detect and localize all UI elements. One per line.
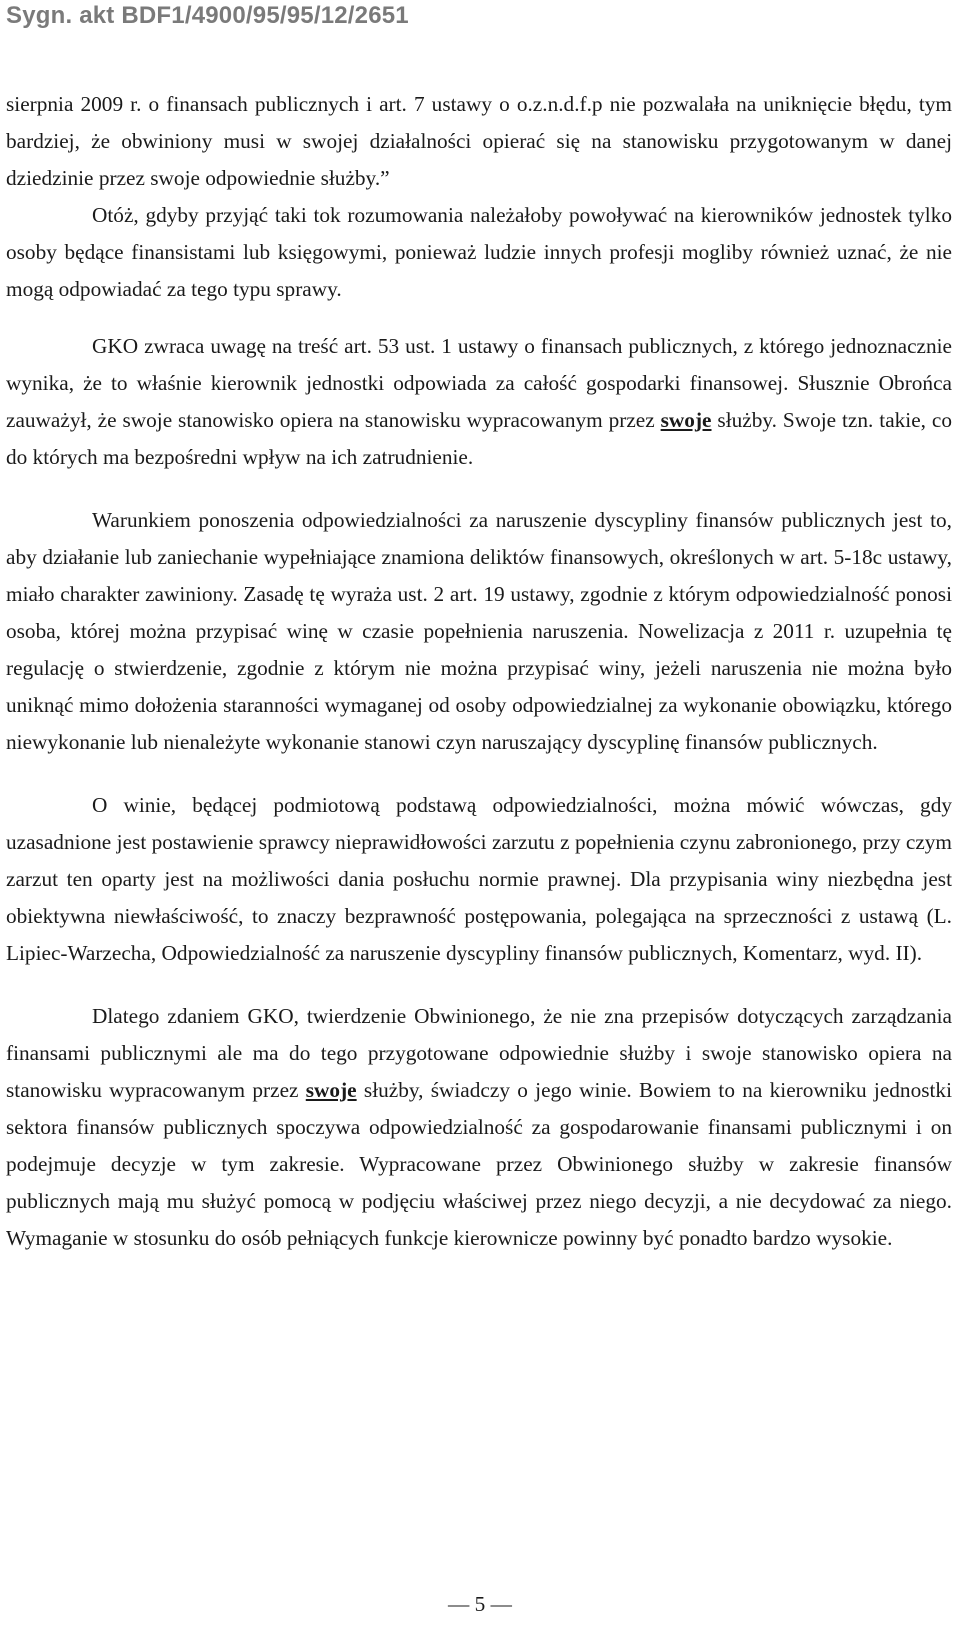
paragraph-text: służby. Swoje tzn. takie, co do których ma bezpośredni wpływ na ich zatrudnienie. bbox=[6, 408, 952, 469]
emphasized-word: swoje bbox=[660, 408, 712, 432]
paragraph-text: Dlatego zdaniem GKO, twierdzenie Obwinionego, że nie zna przepisów dotyczących zarządzania finansami publicznymi ale ma do tego przygotowane odpowiednie służby i swoje stanowisko opiera na stanowisku wypracowanym przez bbox=[6, 1004, 952, 1102]
page-number: — 5 — bbox=[448, 1592, 512, 1616]
paragraph-text: służby, świadczy o jego winie. Bowiem to na kierowniku jednostki sektora finansów publicznych spoczywa odpowiedzialność za gospodarowanie finansami publicznymi i on podejmuje decyzje w tym zakresie. Wypracowane przez Obwinionego służby w zakresie finansów publicznych mają mu służyć pomocą w podjęciu właściwej przez niego decyzji, a nie decydować za niego. Wymaganie w stosunku do osób pełniących funkcje kierownicze powinny być ponadto bardzo wysokie. bbox=[6, 1078, 952, 1250]
document-body bbox=[6, 86, 952, 1257]
emphasized-word: swoje bbox=[305, 1078, 357, 1102]
case-signature: Sygn. akt BDF1/4900/95/95/12/2651 bbox=[6, 2, 409, 29]
paragraph-reasoning: Otóż, gdyby przyjąć taki tok rozumowania należałoby powoływać na kierowników jednostek tylko osoby będące finansistami lub księgowymi, ponieważ ludzie innych profesji mogliby również uznać, że nie mogą odpowiadać za tego typu sprawy. bbox=[6, 203, 952, 301]
paragraph-text: GKO zwraca uwagę na treść art. 53 ust. 1 ustawy o finansach publicznych, z którego jednoznacznie wynika, że to właśnie kierownik jednostki odpowiada za całość gospodarki finansowej. Słusznie Obrońca zauważył, że swoje stanowisko opiera na stanowisku wypracowanym przez bbox=[6, 334, 952, 432]
paragraph-conclusion bbox=[6, 998, 952, 1257]
paragraph-guilt-definition: O winie, będącej podmiotową podstawą odpowiedzialności, można mówić wówczas, gdy uzasadnione jest postawienie sprawcy nieprawidłowości zarzutu z popełnienia czynu zabronionego, przy czym zarzut ten oparty jest na możliwości dania posłuchu normie prawnej. Dla przypisania winy niezbędna jest obiektywna niewłaściwość, to znaczy bezprawność postępowania, polegająca na sprzeczności z ustawą (L. Lipiec-Warzecha, Odpowiedzialność za naruszenie dyscypliny finansów publicznych, Komentarz, wyd. II). bbox=[6, 793, 952, 965]
paragraph-culpability-condition: Warunkiem ponoszenia odpowiedzialności za naruszenie dyscypliny finansów publicznych jest to, aby działanie lub zaniechanie wypełniające znamiona deliktów finansowych, określonych w art. 5-18c ustawy, miało charakter zawiniony. Zasadę tę wyraża ust. 2 art. 19 ustawy, zgodnie z którym odpowiedzialność ponosi osoba, której można przypisać winę w czasie popełnienia naruszenia. Nowelizacja z 2011 r. uzupełnia tę regulację o stwierdzenie, zgodnie z którym nie można przypisać winy, jeżeli naruszenia nie można było uniknąć mimo dołożenia staranności wymaganej od osoby odpowiedzialnej za wykonanie obowiązku, którego niewykonanie lub nienależyte wykonanie stanowi czyn naruszający dyscyplinę finansów publicznych. bbox=[6, 508, 952, 754]
paragraph-continuation: sierpnia 2009 r. o finansach publicznych i art. 7 ustawy o o.z.n.d.f.p nie pozwalała na uniknięcie błędu, tym bardziej, że obwiniony musi w swojej działalności opierać się na stanowisku przygotowanym w danej dziedzinie przez swoje odpowiednie służby.” bbox=[6, 92, 952, 190]
paragraph-gko-notice bbox=[6, 328, 952, 476]
